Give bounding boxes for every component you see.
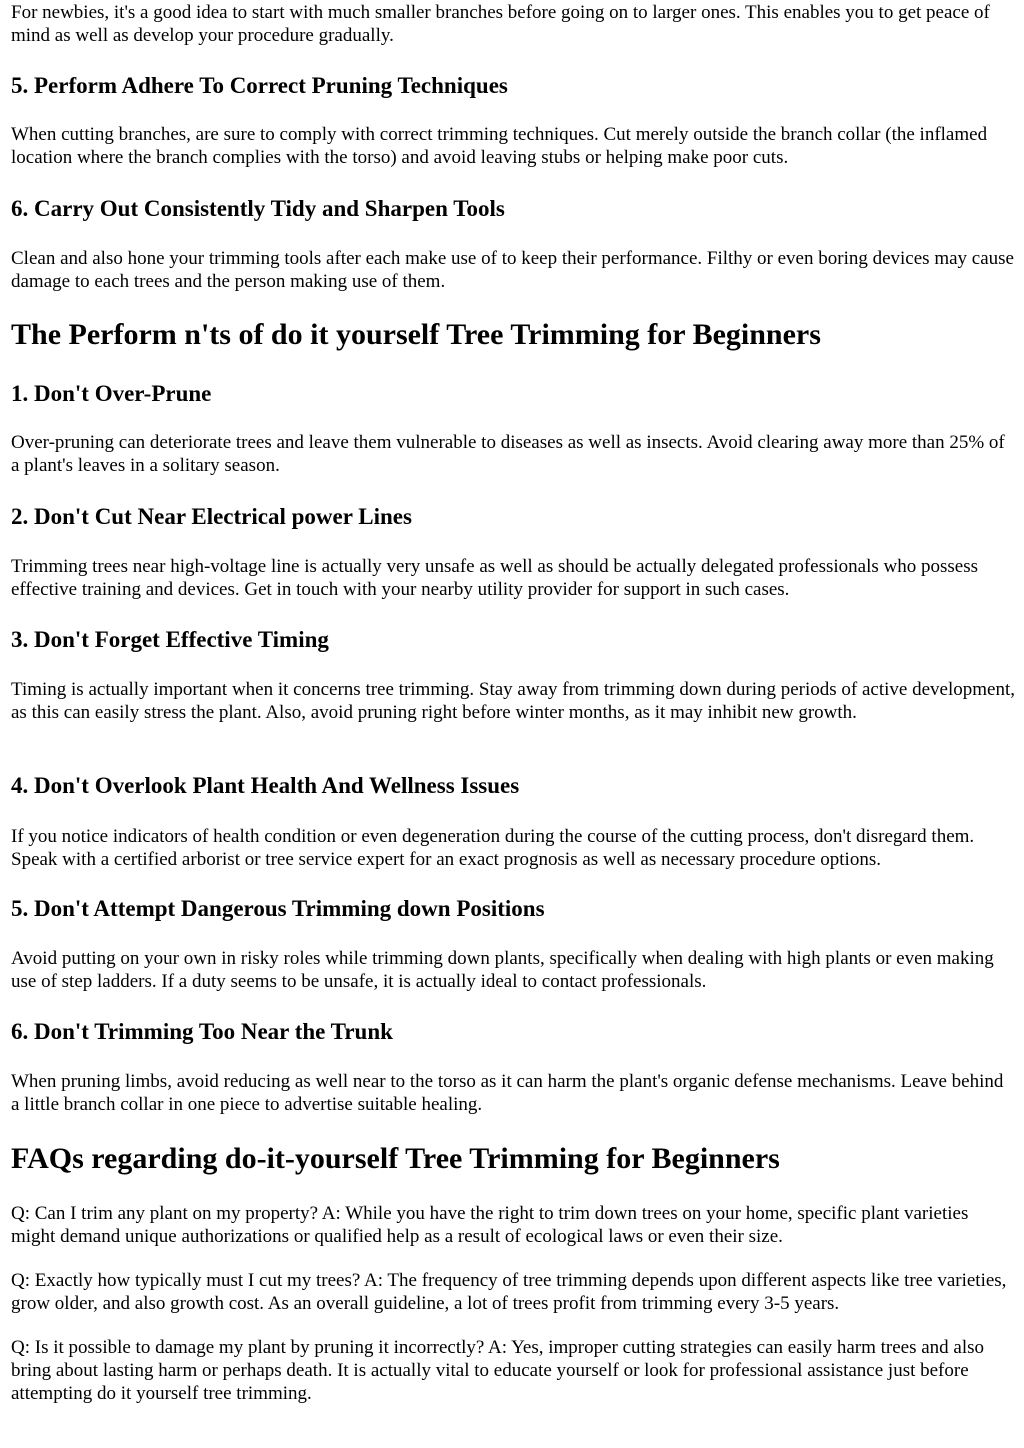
donts-3-paragraph: Timing is actually important when it concerns tree trimming. Stay away from trimming down during periods of active development, as this can easily stress the plant. Also, avoid pruning right before winter months, as it may inhibit new growth. — [11, 679, 1015, 723]
donts-4-paragraph: If you notice indicators of health condition or even degeneration during the course of the cutting process, don't disregard them. Speak with a certified arborist or tree service expert for an exact prognosis as well as necessary procedure options. — [11, 826, 975, 870]
dos-5-heading: 5. Perform Adhere To Correct Pruning Techniques — [11, 73, 508, 98]
donts-1-paragraph: Over-pruning can deteriorate trees and leave them vulnerable to diseases as well as insects. Avoid clearing away more than 25% of a plant's leaves in a solitary season. — [11, 432, 1005, 476]
donts-section-heading: The Perform n'ts of do it yourself Tree Trimming for Beginners — [11, 318, 821, 351]
donts-2-paragraph: Trimming trees near high-voltage line is actually very unsafe as well as should be actually delegated professionals who possess effective training and devices. Get in touch with your nearby utility provider for support in such cases. — [11, 556, 979, 600]
donts-4-heading: 4. Don't Overlook Plant Health And Wellness Issues — [11, 773, 520, 798]
donts-5-heading: 5. Don't Attempt Dangerous Trimming down Positions — [11, 896, 545, 921]
faq-item: Q: Is it possible to damage my plant by pruning it incorrectly? A: Yes, improper cutting strategies can easily harm trees and also bring about lasting harm or perhaps death. It is actually vital to educate yourself or look for professional assistance just before attempting do it yourself tree trimming. — [11, 1337, 985, 1404]
dos-6-paragraph: Clean and also hone your trimming tools after each make use of to keep their performance. Filthy or even boring devices may cause damage to each trees and the person making use of them. — [11, 248, 1014, 292]
donts-6-heading: 6. Don't Trimming Too Near the Trunk — [11, 1019, 393, 1044]
faq-item: Q: Exactly how typically must I cut my trees? A: The frequency of tree trimming depends upon different aspects like tree varieties, grow older, and also growth cost. As an overall guideline, a lot of trees profit from trimming every 3-5 years. — [11, 1270, 1007, 1314]
donts-1-heading: 1. Don't Over-Prune — [11, 381, 212, 406]
faq-section-heading: FAQs regarding do-it-yourself Tree Trimming for Beginners — [11, 1142, 780, 1175]
donts-3-heading: 3. Don't Forget Effective Timing — [11, 627, 329, 652]
dos-6-heading: 6. Carry Out Consistently Tidy and Sharpen Tools — [11, 196, 505, 221]
donts-2-heading: 2. Don't Cut Near Electrical power Lines — [11, 504, 412, 529]
donts-5-paragraph: Avoid putting on your own in risky roles while trimming down plants, specifically when dealing with high plants or even making use of step ladders. If a duty seems to be unsafe, it is actually ideal to contact professionals. — [11, 948, 994, 992]
dos-5-paragraph: When cutting branches, are sure to comply with correct trimming techniques. Cut merely outside the branch collar (the inflamed location where the branch complies with the torso) and avoid leaving stubs or helping make poor cuts. — [11, 124, 988, 168]
intro-paragraph: For newbies, it's a good idea to start with much smaller branches before going on to larger ones. This enables you to get peace of mind as well as develop your procedure gradually. — [11, 2, 990, 46]
donts-6-paragraph: When pruning limbs, avoid reducing as well near to the torso as it can harm the plant's organic defense mechanisms. Leave behind a little branch collar in one piece to advertise suitable healing. — [11, 1071, 1004, 1115]
faq-item: Q: Can I trim any plant on my property? A: While you have the right to trim down trees on your home, specific plant varieties might demand unique authorizations or qualified help as a result of ecological laws or even their size. — [11, 1203, 969, 1247]
